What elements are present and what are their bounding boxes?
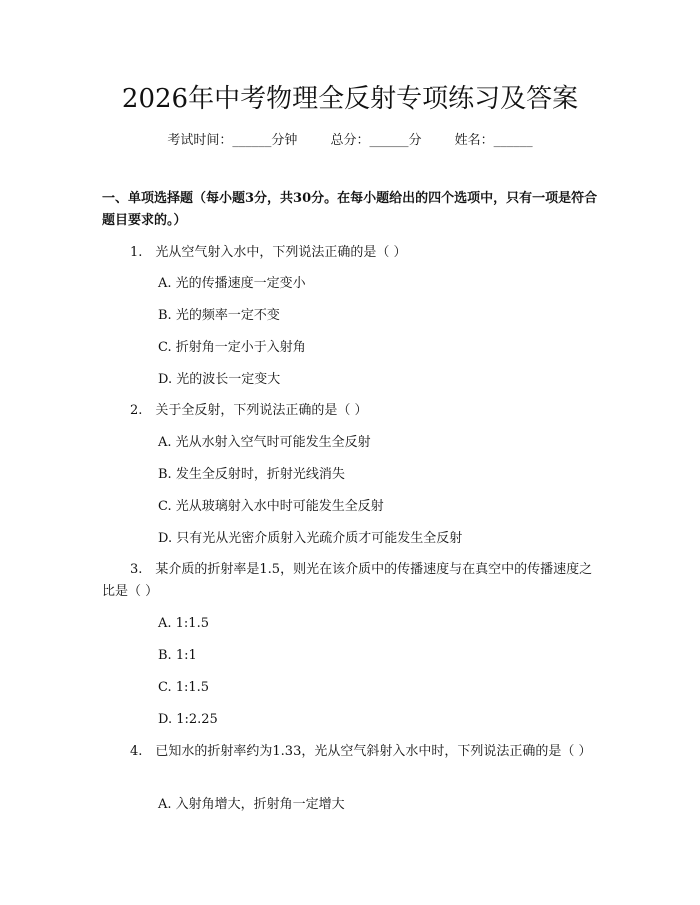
question-4-option-a: A. 入射角增大，折射角一定增大 [158, 797, 345, 812]
section-heading: 一、单项选择题（每小题3分，共30分。在每小题给出的四个选项中，只有一项是符合题目要求的。） [102, 191, 598, 228]
question-1-option-b: B. 光的频率一定不变 [158, 308, 280, 323]
question-3-option-c: C. 1:1.5 [158, 680, 210, 695]
question-1-option-d: D. 光的波长一定变大 [158, 372, 281, 387]
question-3-option-a: A. 1:1.5 [158, 616, 209, 631]
exam-meta [0, 131, 700, 151]
exam-score-field: 总分：______分 [330, 133, 422, 148]
question-3-option-b: B. 1:1 [158, 648, 197, 663]
exam-title: 2026年中考物理全反射专项练习及答案 [121, 84, 579, 114]
question-1-option-a: A. 光的传播速度一定变小 [158, 276, 306, 291]
question-3: 3. 某介质的折射率是1.5，则光在该介质中的传播速度与在真空中的传播速度之比是（ ） [102, 562, 593, 599]
question-2-option-b: B. 发生全反射时，折射光线消失 [158, 467, 345, 482]
question-4: 4. 已知水的折射率约为1.33，光从空气斜射入水中时，下列说法正确的是（ ） [130, 744, 592, 759]
question-2-option-d: D. 只有光从光密介质射入光疏介质才可能发生全反射 [158, 531, 463, 546]
student-name-field: 姓名：______ [454, 133, 533, 148]
question-1: 1. 光从空气射入水中，下列说法正确的是（ ） [130, 245, 407, 260]
question-1-option-c: C. 折射角一定小于入射角 [158, 340, 306, 355]
question-3-option-d: D. 1:2.25 [158, 712, 218, 727]
question-2: 2. 关于全反射，下列说法正确的是（ ） [130, 403, 368, 418]
exam-time-field: 考试时间：______分钟 [167, 133, 298, 148]
question-2-option-a: A. 光从水射入空气时可能发生全反射 [158, 435, 371, 450]
question-2-option-c: C. 光从玻璃射入水中时可能发生全反射 [158, 499, 384, 514]
